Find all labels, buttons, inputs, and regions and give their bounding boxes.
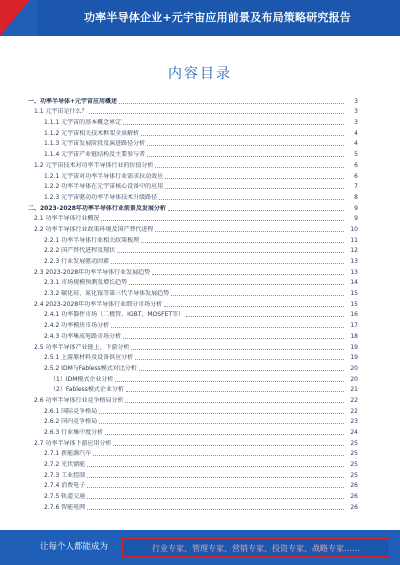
toc-entry[interactable]: [28, 469, 358, 480]
toc-page-number: 12: [350, 247, 358, 255]
toc-entry[interactable]: [28, 362, 358, 373]
toc-leader-dots: [131, 349, 344, 350]
toc-page-number: 7: [354, 183, 358, 191]
toc-page-number: 16: [350, 311, 358, 319]
toc-leader-dots: [159, 199, 344, 200]
toc-leader-dots: [125, 402, 344, 403]
table-of-contents: [28, 95, 358, 512]
toc-leader-dots: [126, 391, 344, 392]
toc-entry[interactable]: [28, 106, 358, 117]
toc-page-number: 15: [350, 300, 358, 308]
toc-entry-text: 1.1.4 元宇宙产业链结构及主要参与者: [44, 151, 146, 159]
toc-page-number: 3: [354, 97, 358, 105]
toc-page-number: 4: [354, 129, 358, 137]
toc-entry[interactable]: [28, 213, 358, 224]
footer-slogan: 让每个人都能成为: [40, 542, 109, 552]
toc-entry-text: 2.5.1 上游原材料及设备供应分析: [44, 354, 134, 362]
toc-entry[interactable]: [28, 159, 358, 170]
toc-entry[interactable]: [28, 394, 358, 405]
toc-leader-dots: [115, 381, 344, 382]
toc-page-number: 26: [350, 503, 358, 511]
toc-page-number: 3: [354, 119, 358, 127]
toc-entry-text: 一、功率半导体+元宇宙应用概述: [28, 97, 118, 105]
toc-entry-text: 2.2.1 功率半导体行业相关政策梳理: [44, 236, 140, 244]
toc-entry-text: 2.7.3 工业控制: [44, 471, 86, 479]
toc-leader-dots: [101, 220, 344, 221]
toc-entry-text: （2）Fabless模式企业分析: [50, 386, 124, 394]
toc-page-number: 20: [350, 375, 358, 383]
toc-page-number: 13: [350, 258, 358, 265]
toc-leader-dots: [99, 423, 344, 424]
report-footer: [0, 530, 400, 565]
toc-entry[interactable]: [28, 223, 358, 234]
toc-page-number: 18: [350, 332, 358, 340]
toc-leader-dots: [87, 466, 344, 467]
toc-leader-dots: [93, 455, 344, 456]
toc-leader-dots: [111, 263, 344, 264]
toc-page-number: 26: [350, 482, 358, 490]
toc-heading: 内容目录: [168, 66, 232, 82]
toc-entry-text: 2.4.3 功率集成电路市场分析: [44, 332, 122, 340]
toc-entry[interactable]: [28, 426, 358, 437]
toc-entry[interactable]: [28, 116, 358, 127]
toc-page-number: 6: [354, 172, 358, 180]
toc-entry-text: 2.6 功率半导体行业竞争格局分析: [34, 396, 124, 404]
toc-entry-text: 2.4 2023-2028年功率半导体行业细分市场分析: [34, 300, 163, 308]
toc-entry[interactable]: [28, 458, 358, 469]
toc-page-number: 22: [350, 407, 358, 415]
toc-page-number: 14: [350, 279, 358, 287]
toc-page-number: 5: [354, 151, 358, 159]
toc-page-number: 19: [350, 354, 358, 362]
toc-page-number: 9: [354, 204, 358, 212]
toc-leader-dots: [89, 113, 344, 114]
toc-entry[interactable]: [28, 181, 358, 192]
toc-leader-dots: [87, 498, 344, 499]
toc-page-number: 20: [350, 364, 358, 372]
toc-entry[interactable]: [28, 298, 358, 309]
toc-entry[interactable]: [28, 266, 358, 277]
toc-leader-dots: [123, 124, 344, 125]
toc-entry-text: 1.2 元宇宙技术对功率半导体行业的价值分析: [34, 161, 154, 169]
toc-entry[interactable]: [28, 490, 358, 501]
toc-page-number: 25: [350, 461, 358, 469]
toc-leader-dots: [87, 509, 344, 510]
toc-page-number: 25: [350, 450, 358, 458]
toc-page-number: 3: [354, 108, 358, 116]
header-red-corner: [0, 0, 30, 36]
toc-page-number: 24: [350, 429, 358, 436]
toc-leader-dots: [168, 210, 344, 211]
toc-entry-text: 2.2.3 行业发展驱动因素: [44, 258, 110, 265]
toc-entry-text: 2.4.2 功率模块市场分析: [44, 322, 110, 330]
toc-entry-text: 2.7.6 智能电网: [44, 503, 86, 511]
toc-entry[interactable]: [28, 341, 358, 352]
toc-entry-text: （1）IDM模式企业分析: [50, 375, 114, 383]
toc-entry[interactable]: [28, 352, 358, 363]
toc-entry-text: 2.5 功率半导体产业链上、下游分析: [34, 343, 130, 351]
toc-entry[interactable]: [28, 319, 358, 330]
toc-entry-text: 2.7 功率半导体下游应用分析: [34, 439, 112, 447]
toc-leader-dots: [164, 306, 344, 307]
toc-entry[interactable]: [28, 127, 358, 138]
toc-leader-dots: [147, 145, 344, 146]
toc-page-number: 21: [350, 386, 358, 394]
toc-leader-dots: [171, 295, 344, 296]
report-header: [0, 0, 400, 36]
toc-page-number: 22: [350, 396, 358, 404]
toc-entry-text: 2.2 功率半导体行业政策环境及国产替代进程: [34, 225, 154, 233]
toc-entry[interactable]: [28, 234, 358, 245]
toc-page-number: 15: [350, 290, 358, 298]
toc-leader-dots: [141, 242, 344, 243]
toc-entry[interactable]: [28, 245, 358, 256]
toc-entry[interactable]: [28, 416, 358, 427]
toc-page-number: 19: [350, 343, 358, 351]
toc-entry[interactable]: [28, 170, 358, 181]
toc-entry-text: 1.1 元宇宙是什么？: [34, 108, 88, 116]
report-title: 功率半导体企业+元宇宙应用前景及布局策略研究报告: [83, 11, 351, 24]
toc-entry-text: 2.2.2 国产替代进程及现状: [44, 247, 116, 255]
toc-leader-dots: [147, 156, 344, 157]
toc-entry[interactable]: [28, 202, 358, 213]
toc-entry[interactable]: [28, 138, 358, 149]
toc-page-number: 23: [350, 418, 358, 426]
toc-leader-dots: [155, 231, 344, 232]
toc-page-number: 8: [354, 193, 358, 201]
toc-page-number: 11: [350, 236, 358, 244]
toc-page-number: 6: [354, 161, 358, 169]
toc-leader-dots: [186, 316, 344, 317]
toc-entry[interactable]: [28, 191, 358, 202]
toc-entry-text: 2.7.4 消费电子: [44, 482, 86, 490]
toc-entry[interactable]: [28, 330, 358, 341]
toc-entry-text: 2.7.5 轨道交通: [44, 493, 86, 501]
toc-entry-text: 1.2.1 元宇宙对功率半导体行业需求拉动效应: [44, 172, 164, 180]
toc-leader-dots: [119, 103, 344, 104]
toc-leader-dots: [155, 167, 344, 168]
toc-leader-dots: [113, 445, 344, 446]
toc-leader-dots: [117, 252, 344, 253]
footer-expert-tag: 行业专家、管理专家、营销专家、投资专家、战略专家……: [122, 538, 390, 557]
toc-entry-text: 2.3 2023-2028年功率半导体行业发展趋势: [34, 268, 151, 276]
toc-leader-dots: [135, 359, 344, 360]
toc-leader-dots: [139, 370, 344, 371]
toc-leader-dots: [87, 487, 344, 488]
toc-leader-dots: [87, 477, 344, 478]
toc-entry-text: 2.6.3 行业集中度分析: [44, 429, 104, 436]
toc-entry[interactable]: [28, 277, 358, 288]
toc-entry[interactable]: [28, 480, 358, 491]
toc-page-number: 10: [350, 225, 358, 233]
toc-entry-text: 2.3.1 市场规模预测及增长趋势: [44, 279, 128, 287]
toc-entry-text: 2.7.1 新能源汽车: [44, 450, 92, 458]
toc-entry-text: 1.2.2 功率半导体在元宇宙核心设备中的应用: [44, 183, 164, 191]
toc-entry[interactable]: [28, 405, 358, 416]
toc-entry-text: 2.3.2 碳化硅、氮化镓等第三代半导体发展趋势: [44, 290, 170, 298]
toc-leader-dots: [111, 327, 344, 328]
toc-entry[interactable]: [28, 437, 358, 448]
toc-leader-dots: [152, 274, 344, 275]
toc-page-number: 26: [350, 493, 358, 501]
toc-entry-text: 1.1.1 元宇宙的基本概念界定: [44, 119, 122, 127]
toc-leader-dots: [165, 188, 344, 189]
toc-entry-text: 2.5.2 IDM与Fabless模式对比分析: [44, 364, 137, 372]
toc-entry[interactable]: [28, 148, 358, 159]
toc-entry-text: 2.6.2 国内竞争格局: [44, 418, 98, 426]
toc-page-number: 13: [350, 268, 358, 276]
toc-page-number: 25: [350, 439, 358, 447]
toc-entry[interactable]: [28, 309, 358, 320]
toc-entry-text: 二、2023-2028年功率半导体行业前景及发展分析: [28, 204, 166, 212]
toc-leader-dots: [165, 178, 344, 179]
toc-entry[interactable]: [28, 373, 358, 384]
toc-entry-text: 2.6.1 国际竞争格局: [44, 407, 98, 415]
toc-entry[interactable]: [28, 501, 358, 512]
toc-leader-dots: [123, 338, 344, 339]
toc-leader-dots: [99, 413, 344, 414]
toc-entry[interactable]: [28, 384, 358, 395]
toc-entry[interactable]: [28, 95, 358, 106]
toc-entry-text: 2.1 功率半导体行业概况: [34, 215, 100, 223]
toc-entry-text: 1.1.2 元宇宙相关技术框架全景解析: [44, 129, 140, 137]
toc-leader-dots: [105, 434, 344, 435]
toc-entry-text: 1.2.3 元宇宙驱动功率半导体技术升级路径: [44, 193, 158, 201]
toc-page-number: 9: [354, 215, 358, 223]
toc-entry[interactable]: [28, 448, 358, 459]
toc-entry[interactable]: [28, 287, 358, 298]
toc-entry-text: 2.4.1 功率器件市场（二极管、IGBT、MOSFET等）: [44, 311, 184, 319]
toc-leader-dots: [129, 284, 344, 285]
toc-entry-text: 1.1.3 元宇宙发展阶段及演进路径分析: [44, 140, 146, 148]
toc-entry-text: 2.7.2 光伏储能: [44, 461, 86, 469]
toc-entry[interactable]: [28, 255, 358, 266]
toc-leader-dots: [141, 135, 344, 136]
toc-page-number: 25: [350, 471, 358, 479]
toc-page-number: 17: [350, 322, 358, 330]
toc-page-number: 4: [354, 140, 358, 148]
